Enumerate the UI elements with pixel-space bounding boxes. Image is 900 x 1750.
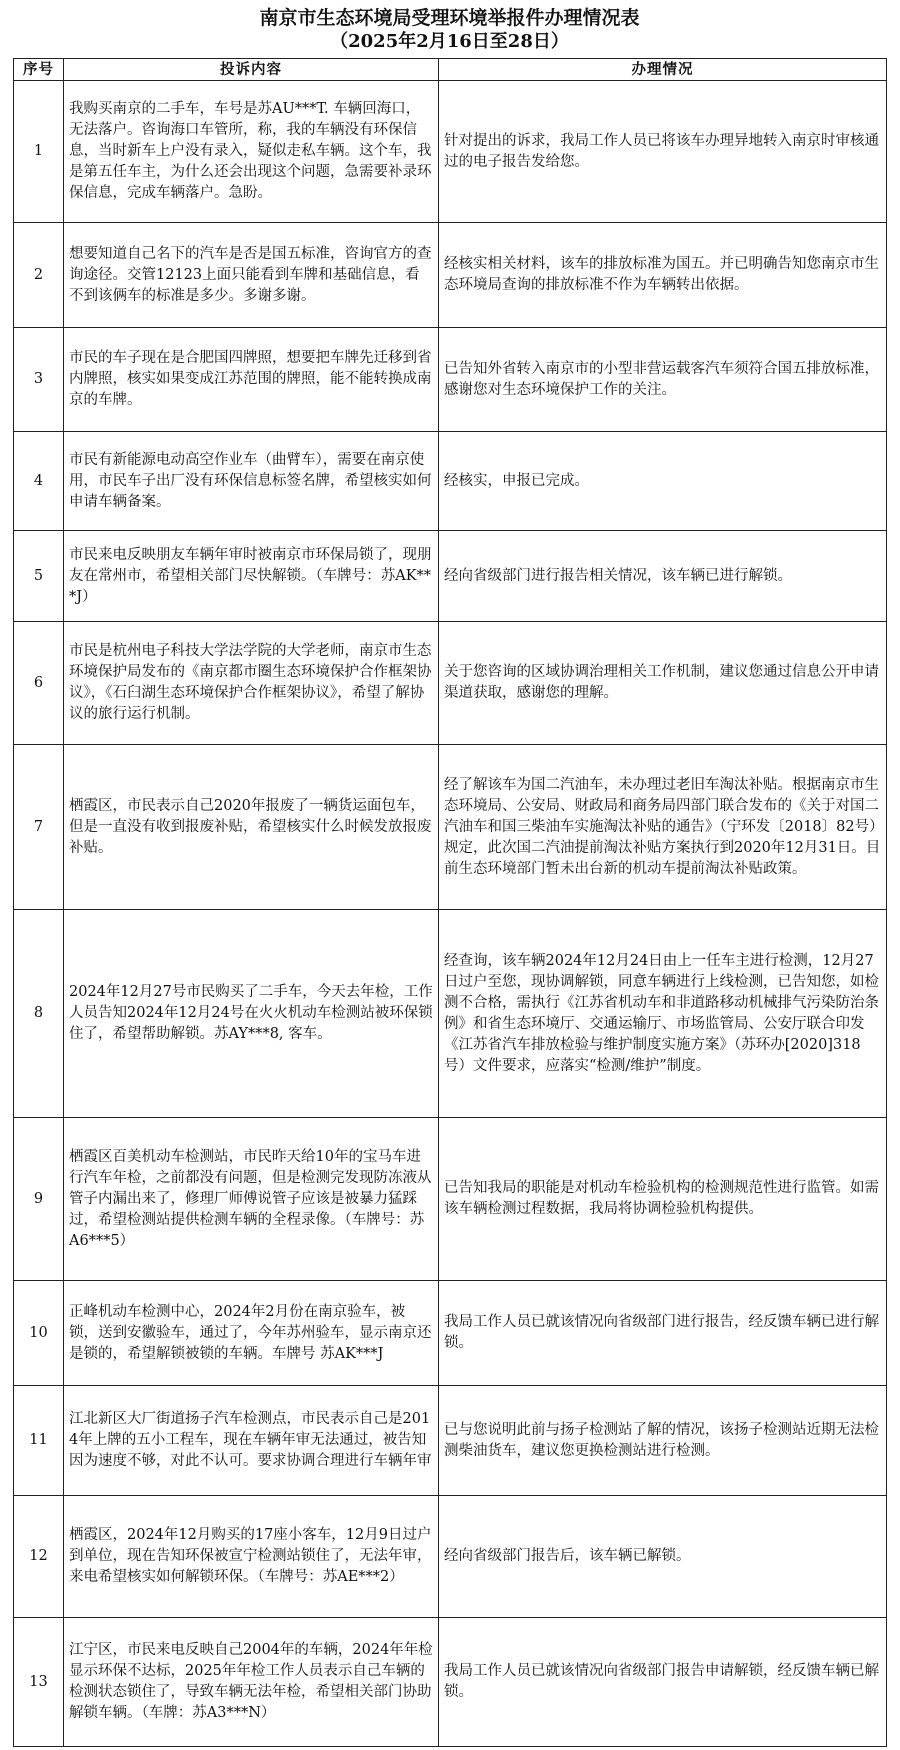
- complaint-cell: 市民有新能源电动高空作业车（曲臂车），需要在南京使用，市民车子出厂没有环保信息标签名牌，希望核实如何申请车辆备案。: [64, 432, 439, 531]
- handling-cell: 经向省级部门报告后，该车辆已解锁。: [439, 1496, 887, 1618]
- table-row: [14, 223, 887, 328]
- report-table: [13, 58, 887, 1747]
- header-complaint: 投诉内容: [64, 59, 439, 81]
- handling-cell: 经核实相关材料，该车的排放标准为国五。并已明确告知您南京市生态环境局查询的排放标准不作为车辆转出依据。: [439, 223, 887, 328]
- complaint-cell: 市民的车子现在是合肥国四牌照，想要把车牌先迁移到省内牌照，核实如果变成江苏范围的牌照，能不能转换成南京的车牌。: [64, 328, 439, 432]
- handling-cell: 关于您咨询的区域协调治理相关工作机制，建议您通过信息公开申请渠道获取，感谢您的理解。: [439, 622, 887, 745]
- table-row: [14, 432, 887, 531]
- row-number: 8: [14, 910, 64, 1118]
- table-row: [14, 1496, 887, 1618]
- complaint-cell: 我购买南京的二手车，车号是苏AU***T. 车辆回海口，无法落户。咨询海口车管所，称，我的车辆没有环保信息，当时新车上户没有录入，疑似走私车辆。这个车，我是第五任车主，为什么还会出现这个问题，急需要补录环保信息，完成车辆落户。急盼。: [64, 81, 439, 223]
- row-number: 7: [14, 745, 64, 910]
- handling-cell: 我局工作人员已就该情况向省级部门报告申请解锁，经反馈车辆已解锁。: [439, 1618, 887, 1747]
- complaint-cell: 市民是杭州电子科技大学法学院的大学老师，南京市生态环境保护局发布的《南京都市圈生态环境保护合作框架协议》，《石臼湖生态环境保护合作框架协议》，希望了解协议的旅行运行机制。: [64, 622, 439, 745]
- handling-cell: 已与您说明此前与扬子检测站了解的情况，该扬子检测站近期无法检测柴油货车，建议您更换检测站进行检测。: [439, 1386, 887, 1496]
- document-title: 南京市生态环境局受理环境举报件办理情况表: [259, 7, 640, 29]
- handling-cell: 已告知外省转入南京市的小型非营运载客汽车须符合国五排放标准，感谢您对生态环境保护工作的关注。: [439, 328, 887, 432]
- header-handling: 办理情况: [439, 59, 887, 81]
- table-row: [14, 622, 887, 745]
- table-row: [14, 1386, 887, 1496]
- table-row: [14, 81, 887, 223]
- row-number: 6: [14, 622, 64, 745]
- table-header-row: [14, 59, 887, 81]
- handling-cell: 经向省级部门进行报告相关情况，该车辆已进行解锁。: [439, 531, 887, 622]
- row-number: 12: [14, 1496, 64, 1618]
- complaint-cell: 2024年12月27号市民购买了二手车，今天去年检，工作人员告知2024年12月24号在火火机动车检测站被环保锁住了，希望帮助解锁。苏AY***8, 客车。: [64, 910, 439, 1118]
- table-row: [14, 910, 887, 1118]
- row-number: 10: [14, 1281, 64, 1386]
- complaint-cell: 栖霞区，2024年12月购买的17座小客车，12月9日过户到单位，现在告知环保被宣宁检测站锁住了，无法年审，来电希望核实如何解锁环保。（车牌号：苏AE***2）: [64, 1496, 439, 1618]
- header-seq: 序号: [14, 59, 64, 81]
- complaint-cell: 想要知道自己名下的汽车是否是国五标准，咨询官方的查询途径。交管12123上面只能看到车牌和基础信息，看不到该俩车的标准是多少。多谢多谢。: [64, 223, 439, 328]
- handling-cell: 针对提出的诉求，我局工作人员已将该车办理异地转入南京时审核通过的电子报告发给您。: [439, 81, 887, 223]
- handling-cell: 经核实，申报已完成。: [439, 432, 887, 531]
- handling-cell: 已告知我局的职能是对机动车检验机构的检测规范性进行监管。如需该车辆检测过程数据，我局将协调检验机构提供。: [439, 1118, 887, 1281]
- table-row: [14, 1118, 887, 1281]
- document-subtitle: （2025年2月16日至28日）: [330, 31, 569, 52]
- complaint-cell: 正峰机动车检测中心，2024年2月份在南京验车，被锁，送到安徽验车，通过了，今年苏州验车，显示南京还是锁的，希望解锁被锁的车辆。车牌号 苏AK***J: [64, 1281, 439, 1386]
- table-row: [14, 1281, 887, 1386]
- row-number: 1: [14, 81, 64, 223]
- document: [13, 6, 886, 1747]
- row-number: 13: [14, 1618, 64, 1747]
- row-number: 2: [14, 223, 64, 328]
- table-row: [14, 1618, 887, 1747]
- complaint-cell: 江宁区，市民来电反映自己2004年的车辆，2024年年检显示环保不达标，2025年年检工作人员表示自己车辆的检测状态锁住了，导致车辆无法年检，希望相关部门协助解锁车辆。（车牌：苏A3***N）: [64, 1618, 439, 1747]
- row-number: 9: [14, 1118, 64, 1281]
- table-row: [14, 531, 887, 622]
- row-number: 5: [14, 531, 64, 622]
- handling-cell: 经查询，该车辆2024年12月24日由上一任车主进行检测，12月27日过户至您，现协调解锁，同意车辆进行上线检测，已告知您，如检测不合格，需执行《江苏省机动车和非道路移动机械排气污染防治条例》和省生态环境厅、交通运输厅、市场监管局、公安厅联合印发《江苏省汽车排放检验与维护制度实施方案》（苏环办[2020]318号）文件要求，应落实“检测/维护”制度。: [439, 910, 887, 1118]
- handling-cell: 我局工作人员已就该情况向省级部门进行报告，经反馈车辆已进行解锁。: [439, 1281, 887, 1386]
- complaint-cell: 栖霞区百美机动车检测站，市民昨天给10年的宝马车进行汽车年检，之前都没有问题，但是检测完发现防冻液从管子内漏出来了，修理厂师傅说管子应该是被暴力猛踩过，希望检测站提供检测车辆的全程录像。（车牌号：苏A6***5）: [64, 1118, 439, 1281]
- complaint-cell: 栖霞区，市民表示自己2020年报废了一辆货运面包车，但是一直没有收到报废补贴，希望核实什么时候发放报废补贴。: [64, 745, 439, 910]
- row-number: 3: [14, 328, 64, 432]
- table-row: [14, 745, 887, 910]
- complaint-cell: 江北新区大厂街道扬子汽车检测点，市民表示自己是2014年上牌的五小工程车，现在车辆年审无法通过，被告知因为速度不够，对此不认可。要求协调合理进行车辆年审: [64, 1386, 439, 1496]
- row-number: 4: [14, 432, 64, 531]
- complaint-cell: 市民来电反映朋友车辆年审时被南京市环保局锁了，现朋友在常州市，希望相关部门尽快解锁。（车牌号：苏AK***J）: [64, 531, 439, 622]
- row-number: 11: [14, 1386, 64, 1496]
- table-row: [14, 328, 887, 432]
- handling-cell: 经了解该车为国二汽油车，未办理过老旧车淘汰补贴。根据南京市生态环境局、公安局、财政局和商务局四部门联合发布的《关于对国二汽油车和国三柴油车实施淘汰补贴的通告》（宁环发〔2018〕82号）规定，此次国二汽油提前淘汰补贴方案执行到2020年12月31日。目前生态环境部门暂未出台新的机动车提前淘汰补贴政策。: [439, 745, 887, 910]
